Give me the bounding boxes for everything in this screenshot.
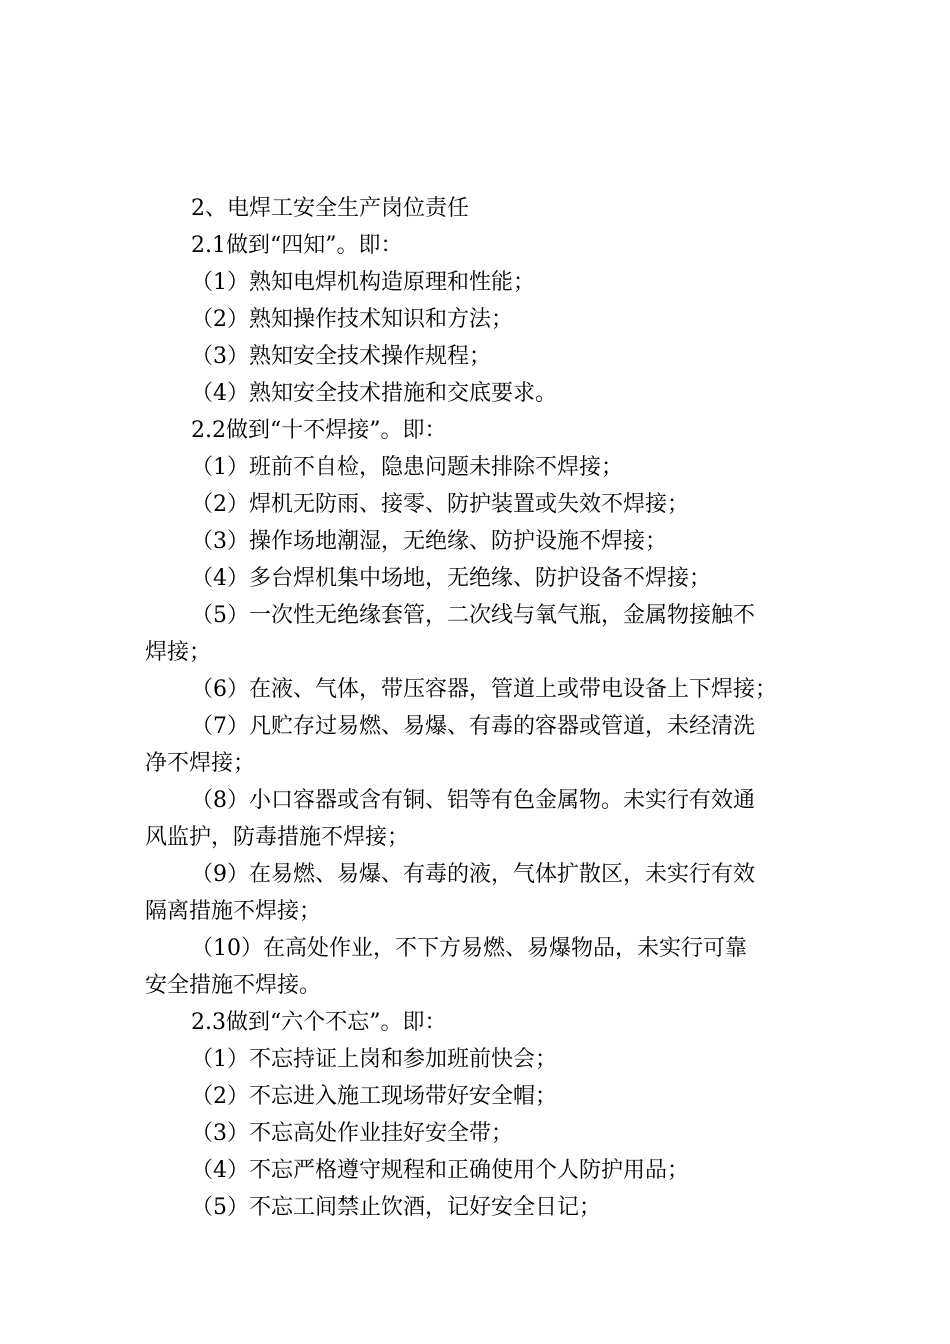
list-item: （2）焊机无防雨、接零、防护装置或失效不焊接； — [191, 492, 689, 517]
list-item-continuation: 风监护，防毒措施不焊接； — [145, 825, 410, 850]
list-item: （3）不忘高处作业挂好安全带； — [191, 1121, 513, 1146]
list-item: （1）熟知电焊机构造原理和性能； — [191, 270, 535, 295]
subsection-heading: 2.1做到“四知”。即： — [191, 233, 403, 258]
list-item-continuation: 焊接； — [145, 640, 212, 665]
list-item: （8）小口容器或含有铜、铝等有色金属物。未实行有效通 — [191, 788, 755, 813]
section-heading: 2、电焊工安全生产岗位责任 — [191, 196, 469, 221]
list-item: （4）不忘严格遵守规程和正确使用个人防护用品； — [191, 1158, 689, 1183]
document-body — [145, 190, 813, 1226]
list-item-continuation: 安全措施不焊接。 — [145, 973, 322, 998]
list-item: （5）不忘工间禁止饮酒，记好安全日记； — [191, 1195, 601, 1220]
list-item: （4）多台焊机集中场地，无绝缘、防护设备不焊接； — [191, 566, 711, 591]
list-item: （10）在高处作业，不下方易燃、易爆物品，未实行可靠 — [191, 936, 747, 961]
list-item: （1）班前不自检，隐患问题未排除不焊接； — [191, 455, 623, 480]
list-item: （3）熟知安全技术操作规程； — [191, 344, 491, 369]
list-item-continuation: 净不焊接； — [145, 751, 256, 776]
list-item-continuation: 隔离措施不焊接； — [145, 899, 322, 924]
list-item: （4）熟知安全技术措施和交底要求。 — [191, 381, 557, 406]
list-item: （2）熟知操作技术知识和方法； — [191, 307, 513, 332]
list-item: （7）凡贮存过易燃、易爆、有毒的容器或管道，未经清洗 — [191, 714, 755, 739]
list-item: （6）在液、气体，带压容器，管道上或带电设备上下焊接； — [191, 677, 777, 702]
subsection-heading: 2.3做到“六个不忘”。即： — [191, 1010, 447, 1035]
list-item: （3）操作场地潮湿，无绝缘、防护设施不焊接； — [191, 529, 667, 554]
list-item: （5）一次性无绝缘套管，二次线与氧气瓶，金属物接触不 — [191, 603, 755, 628]
list-item: （2）不忘进入施工现场带好安全帽； — [191, 1084, 557, 1109]
list-item: （9）在易燃、易爆、有毒的液，气体扩散区，未实行有效 — [191, 862, 755, 887]
list-item: （1）不忘持证上岗和参加班前快会； — [191, 1047, 557, 1072]
subsection-heading: 2.2做到“十不焊接”。即： — [191, 418, 447, 443]
